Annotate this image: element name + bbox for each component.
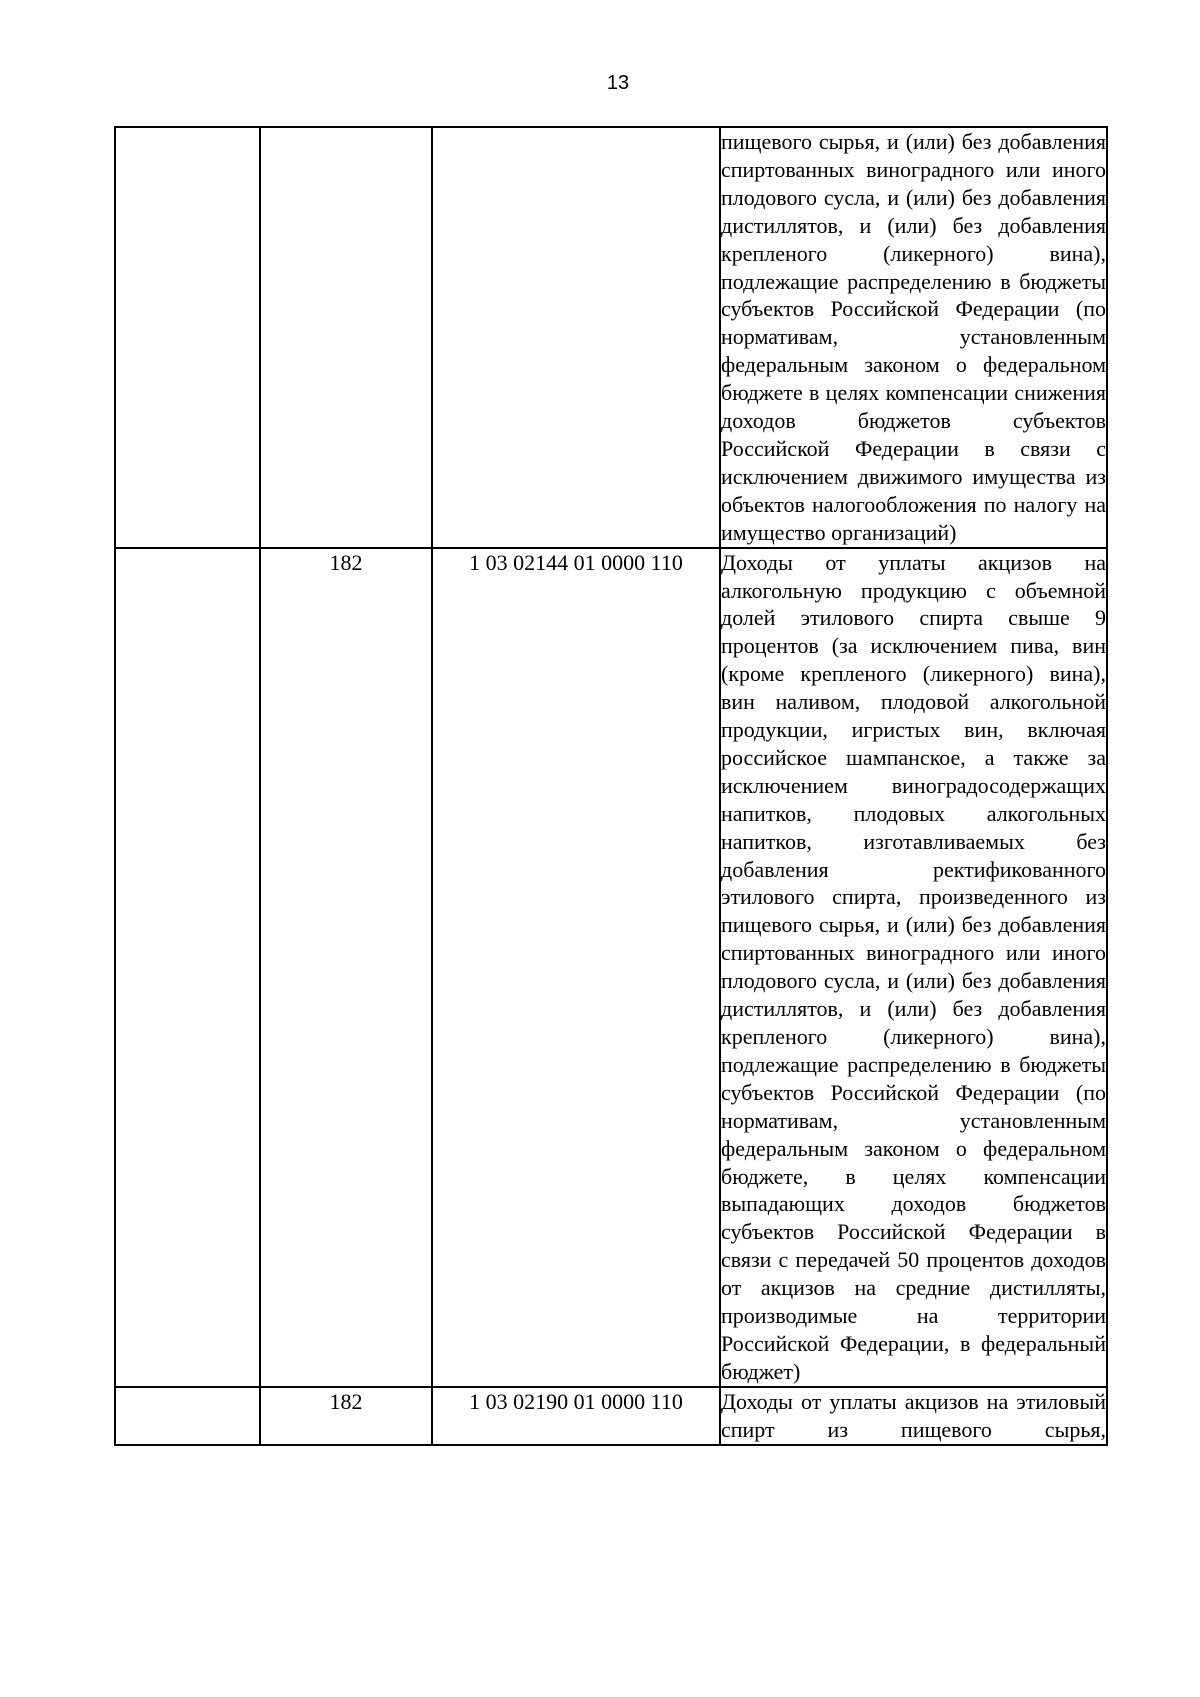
admin-code-cell: 182 bbox=[260, 548, 432, 1387]
budget-revenue-table bbox=[114, 126, 1108, 1446]
budget-code-cell: 1 03 02190 01 0000 110 bbox=[432, 1387, 720, 1445]
budget-code-cell bbox=[432, 127, 720, 548]
description-text: Доходы от уплаты акцизов на этиловый спирт из пищевого сырья, bbox=[721, 1388, 1106, 1442]
table-cell-empty bbox=[115, 1387, 260, 1445]
budget-code-cell: 1 03 02144 01 0000 110 bbox=[432, 548, 720, 1387]
table-row bbox=[115, 1387, 1107, 1445]
description-cell bbox=[720, 548, 1107, 1387]
description-text: Доходы от уплаты акцизов на алкогольную продукцию с объемной долей этилового спирта свыше 9 процентов (за исключением пива, вин (кроме крепленого (ликерного) вина), вин наливом, плодовой алкогольной продукции, игристых вин, включая российское шампанское, а также за исключением виноградосодержащих напитков, плодовых алкогольных напитков, изготавливаемых без добавления ректификованного этилового спирта, произведенного из пищевого сырья, и (или) без добавления спиртованных виноградного или иного плодового сусла, и (или) без добавления дистиллятов, и (или) без добавления крепленого (ликерного) вина), подлежащие распределению в бюджеты субъектов Российской Федерации (по нормативам, установленным федеральным законом о федеральном бюджете, в целях компенсации выпадающих доходов бюджетов субъектов Российской Федерации в связи с передачей 50 процентов доходов от акцизов на средние дистилляты, производимые на территории Российской Федерации, в федеральный бюджет) bbox=[721, 549, 1106, 1384]
table-row bbox=[115, 127, 1107, 548]
table-row bbox=[115, 548, 1107, 1387]
admin-code-cell bbox=[260, 127, 432, 548]
table-cell-empty bbox=[115, 548, 260, 1387]
description-cell bbox=[720, 127, 1107, 548]
description-cell bbox=[720, 1387, 1107, 1445]
table-cell-empty bbox=[115, 127, 260, 548]
admin-code-cell: 182 bbox=[260, 1387, 432, 1445]
description-text: пищевого сырья, и (или) без добавления спиртованных виноградного или иного плодового сусла, и (или) без добавления дистиллятов, и (или) без добавления крепленого (ликерного) вина), подлежащие распределению в бюджеты субъектов Российской Федерации (по нормативам, установленным федеральным законом о федеральном бюджете в целях компенсации снижения доходов бюджетов субъектов Российской Федерации в связи с исключением движимого имущества из объектов налогообложения по налогу на имущество организаций) bbox=[721, 129, 1106, 545]
page-number: 13 bbox=[606, 72, 630, 94]
